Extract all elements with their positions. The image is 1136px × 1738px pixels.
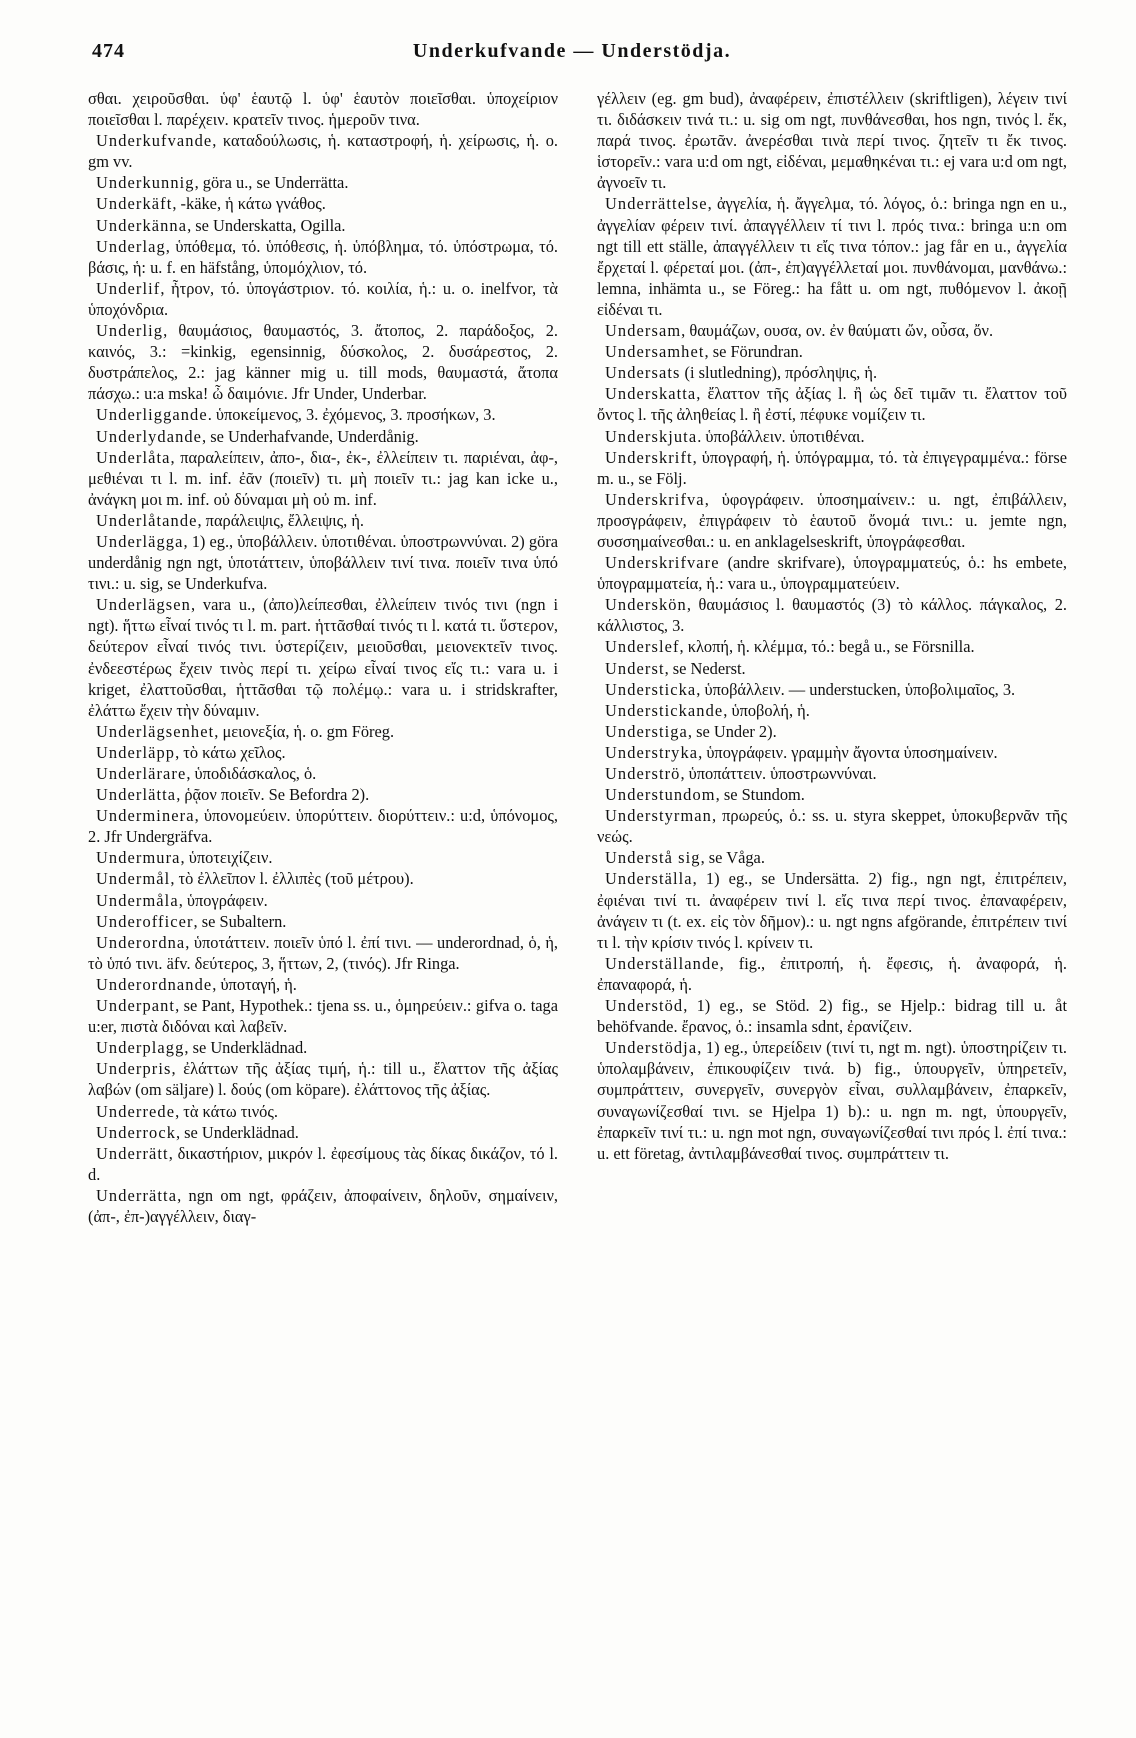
entry-headword: Understryka (605, 742, 699, 762)
entry-headword: Underlif (96, 278, 161, 298)
entry-text: , vara u., (ἀπο)λείπεσθαι, ἐλλείπειν τινός τινι (ngn i ngt). ἥττω εἶναί τινός τι l. m. part. ἡττᾶσθαί τινός τι l. κατά τι. ὕστερον, δεύτερον εἶναί τινός τινι. ὑστερίζειν, μειοῦσθαι, μειονεκτεῖν τινος. ἐνδεεστέρως ἔχειν τινὸς περί τι. χείρω εἶναί τινος εἴς τι.: vara u. i kriget, ἐλαττοῦσθαι, ἡττᾶσθαι τῷ πολέμῳ.: vara u. i stridskrafter, ἐλάττω ἔχειν τὴν δύναμιν. (88, 595, 558, 720)
dictionary-entry (597, 383, 1067, 425)
dictionary-entry (597, 594, 1067, 636)
dictionary-entry (88, 995, 558, 1037)
entry-text: , παράλειψις, ἔλλειψις, ἡ. (197, 510, 364, 530)
entry-text: , παραλείπειν, ἀπο-, δια-, ἐκ-, ἐλλείπειν τι. παριέναι, ἀφ-, μεθιέναι τι l. m. inf. ἐᾶν (ποιεῖν) τι. μὴ ποιεῖν τι.: jag kan icke u., ἀνάγκη μοι m. inf. οὐ δύναμαι μὴ οὐ m. inf. (88, 447, 558, 509)
entry-headword: Understicka (605, 679, 697, 699)
dictionary-entry (597, 805, 1067, 847)
entry-text: , 1) eg., ὑποβάλλειν. ὑποτιθέναι. ὑποστρωννύναι. 2) göra underdånig ngn ngt, ὑποτάττειν, ὑποβάλλειν τινί τινα. ποιεῖν τινα ὑπό τινι.: u. sig, se Underkufva. (88, 531, 558, 594)
entry-headword: Undermura (96, 848, 181, 868)
dictionary-entry (88, 320, 558, 404)
entry-headword: Underofficer (96, 911, 194, 931)
dictionary-entry (88, 847, 558, 868)
dictionary-entry (88, 763, 558, 784)
entry-headword: Underskatta (605, 384, 697, 404)
dictionary-entry (88, 784, 558, 805)
entry-text: , ὑποδιδάσκαλος, ὁ. (186, 764, 317, 783)
dictionary-entry (88, 1101, 558, 1122)
entry-text: , τὸ κάτω χεῖλος. (175, 742, 286, 762)
entry-headword: Undersam (605, 321, 682, 341)
entry-text: , ngn om ngt, φράζειν, ἀποφαίνειν, δηλοῦν, σημαίνειν, (ἀπ-, ἐπ-)αγγέλλειν, διαγ- (88, 1185, 558, 1226)
entry-text: , se Underhafvande, Underdånig. (202, 426, 419, 446)
dictionary-entry (88, 911, 558, 932)
dictionary-entry (597, 700, 1067, 721)
entry-text: , τὰ κάτω τινός. (175, 1101, 278, 1121)
entry-text: , ὑποβάλλειν. — understucken, ὑποβολιμαῖος, 3. (696, 679, 1016, 699)
entry-text: , se Förundran. (704, 342, 803, 362)
entry-text: , δικαστήριον, μικρόν l. ἐφεσίμους τὰς δίκας δικάζον, τό l. d. (88, 1143, 558, 1184)
dictionary-entry (88, 1122, 558, 1143)
dictionary-entry (597, 953, 1067, 995)
entry-text: , ὑποταγή, ἡ. (212, 974, 297, 994)
dictionary-entry (597, 426, 1067, 447)
entry-headword: Underminera (96, 806, 195, 826)
entry-headword: Underskrift (605, 447, 693, 467)
entry-text: , μειονεξία, ἡ. o. gm Föreg. (214, 721, 395, 741)
dictionary-entry (597, 847, 1067, 868)
dictionary-entry (88, 510, 558, 531)
entry-headword: Understöd (605, 996, 684, 1016)
entry-text: , se Nederst. (664, 658, 746, 678)
entry-headword: Underställa (605, 869, 693, 889)
entry-headword: Underlig (96, 321, 164, 341)
entry-headword: Underskön (605, 595, 687, 615)
entry-text: , se Stundom. (715, 785, 805, 805)
dictionary-entry (597, 447, 1067, 489)
entry-text: , se Våga. (700, 848, 765, 868)
entry-headword: Underpant (96, 996, 176, 1016)
entry-text: , 1) eg., ὑπερείδειν (τινί τι, ngt m. ngt). ὑποστηρίζειν τι. ὑπολαμβάνειν, ἐπικουφίζειν τινά. b) fig., ὑπουργεῖν, ὑπηρετεῖν, συμπράττειν, συνεργεῖν, συνεργὸν εἶναι, συλλαμβάνειν, ἐπαρκεῖν, συναγωνίζεσθαί τινι. se Hjelpa 1) b).: u. ngn m. ngt, ὑπουργεῖν, ἐπαρκεῖν τινί τι.: u. ngn mot ngn, συναγωνίζεσθαί τινι πρός l. ἐπί τινα.: u. ett företag, ἀντιλαμβάνεσθαί τινος. συμπράττειν τι. (597, 1038, 1067, 1163)
dictionary-entry (88, 1185, 558, 1227)
entry-text: , ἦτρον, τό. ὑπογάστριον. τό. κοιλία, ἡ.: u. o. inelfvor, τὰ ὑποχόνδρια. (88, 278, 558, 319)
entry-headword: Underläpp (96, 742, 176, 762)
entry-headword: Underpris (96, 1059, 172, 1079)
entry-text: , θαυμάσιος l. θαυμαστός (3) τὸ κάλλος. πάγκαλος, 2. κάλλιστος, 3. (597, 595, 1067, 636)
entry-headword: Understödja (605, 1038, 698, 1058)
entry-text: , se Under 2). (687, 721, 777, 741)
entry-headword: Underlägsen (96, 595, 191, 615)
entry-headword: Underlägsenhet (96, 721, 215, 741)
entry-headword: Undermåla (96, 890, 179, 910)
dictionary-entry (597, 868, 1067, 952)
dictionary-entry (88, 721, 558, 742)
entry-text: (i slutledning), πρόσληψις, ἡ. (680, 363, 878, 383)
entry-text: , se Underklädnad. (184, 1038, 308, 1058)
entry-headword: Understundom (605, 785, 716, 805)
entry-headword: Underlägga (96, 531, 184, 551)
entry-headword: Underlåtande (96, 510, 198, 530)
dictionary-entry (597, 784, 1067, 805)
entry-text: , se Underskatta, Ogilla. (187, 215, 346, 235)
entry-headword: Underskrifva (605, 489, 705, 509)
dictionary-entry (597, 552, 1067, 594)
dictionary-entry (88, 594, 558, 721)
entry-text: , ῥᾷον ποιεῖν. Se Befordra 2). (176, 785, 370, 805)
entry-text: , ὑποβολή, ἡ. (723, 700, 810, 720)
entry-headword: Underordnande (96, 974, 213, 994)
entry-text: , ἀγγελία, ἡ. ἄγγελμα, τό. λόγος, ὁ.: bringa ngn en u., ἀγγελίαν φέρειν τινί. ἀπαγγέλλειν τί τινι l. πρός τινα.: bringa u:n om ngt till ett ställe, ἀπαγγέλλειν τι εἴς τινα τόπον.: jag får en u., ἀγγελία ἔρχεταί l. φέρεταί μοι. (ἀπ-, ἐπ)αγγέλλεταί μοι. πυνθάνομαι, μανθάνω.: lemna, inhämta u., se Föreg.: ha fått u. om ngt, πυθόμενον l. ἀκοῇ εἰδέναι τι. (597, 194, 1067, 319)
dictionary-entry (597, 742, 1067, 763)
dictionary-entry (88, 805, 558, 847)
entry-headword: Underskjuta (605, 426, 698, 446)
entry-text: γέλλειν (eg. gm bud), ἀναφέρειν, ἐπιστέλλειν (skriftligen), λέγειν τινί τι. διδάσκειν τινά τι.: u. sig om ngt, πυνθάνεσθαι, hos ngn, τινός l. ἔκ, παρά τινος. ἐρωτᾶν. ἀνερέσθαι τινὰ περί τινος. ζητεῖν τι ἔκ τινος. ἱστορεῖν.: vara u:d om ngt, εἰδέναι, μεμαθηκέναι τι.: ej vara u:d om ngt, ἀγνοεῖν τι. (597, 89, 1067, 193)
entry-text: , se Pant, Hypothek.: tjena ss. u., ὁμηρεύειν.: gifva o. taga u:er, πιστὰ διδόναι καὶ λαβεῖν. (88, 996, 558, 1037)
entry-headword: Underkänna (96, 215, 188, 235)
entry-headword: Underströ (605, 764, 681, 783)
dictionary-entry (88, 404, 558, 425)
dictionary-entry (597, 320, 1067, 341)
dictionary-entry (88, 193, 558, 214)
entry-text: , ὑπόθεμα, τό. ὑπόθεσις, ἡ. ὑπόβλημα, τό. ὑπόστρωμα, τό. βάσις, ἡ: u. f. en häfstång, ὑπομόχλιον, τό. (88, 236, 558, 277)
entry-headword: Underrätt (96, 1143, 169, 1163)
entry-headword: Underlätta (96, 785, 177, 805)
dictionary-entry (88, 1058, 558, 1100)
right-column (597, 88, 1067, 1164)
entry-text: , ὑποπάττειν. ὑποστρωννύναι. (680, 764, 877, 783)
entry-headword: Underliggande (96, 405, 208, 425)
entry-headword: Underställande (605, 953, 720, 973)
dictionary-entry (597, 489, 1067, 552)
page-header (92, 40, 1052, 70)
entry-headword: Underkäft (96, 194, 173, 214)
entry-text: , ἔλαττον τῆς ἀξίας l. ἢ ὡς δεῖ τιμᾶν τι. ἔλαττον τοῦ ὄντος l. τῆς ἀληθείας l. ἢ ἐστί, πέφυκε νομίζειν τι. (597, 384, 1067, 425)
dictionary-entry (88, 130, 558, 172)
entry-text: , ὑπογράφειν. γραμμὴν ἄγοντα ὑποσημαίνειν. (698, 742, 998, 762)
dictionary-entry (88, 890, 558, 911)
dictionary-entry (88, 1143, 558, 1185)
dictionary-entry (88, 172, 558, 193)
entry-headword: Underst (605, 658, 665, 678)
entry-headword: Undermål (96, 869, 171, 889)
entry-headword: Understiga (605, 721, 688, 741)
entry-text: , θαυμάζων, ουσα, ον. ἐν θαύματι ὤν, οὖσα, ὄν. (681, 321, 994, 341)
dictionary-entry (88, 1037, 558, 1058)
dictionary-entry (88, 974, 558, 995)
dictionary-entry (597, 658, 1067, 679)
entry-headword: Undersats (605, 363, 681, 383)
dictionary-entry (597, 193, 1067, 320)
entry-text: (andre skrifvare), ὑπογραμματεύς, ὁ.: hs embete, ὑπογραμματεία, ἡ.: vara u., ὑπογραμματεύειν. (597, 553, 1067, 594)
entry-text: , se Subaltern. (193, 911, 287, 931)
entry-text: , fig., ἐπιτροπή, ἡ. ἔφεσις, ἡ. ἀναφορά, ἡ. ἐπαναφορά, ἡ. (597, 953, 1067, 994)
entry-headword: Underkufvande (96, 131, 213, 151)
entry-text: , καταδούλωσις, ἡ. καταστροφή, ἡ. χείρωσις, ἡ. o. gm vv. (88, 131, 558, 172)
entry-text: , 1) eg., se Undersätta. 2) fig., ngn ngt, ἐπιτρέπειν, ἐφιέναι τινί τι. ἀναφέρειν τινί l. εἴς τινα περί τινος. ἐπαναφέρειν, ἀνάγειν τι (t. ex. εἰς τὸν δῆμον).: u. ngt ngns afgörande, ἐπιτρέπειν τινί τι l. τὴν κρίσιν τινός l. κρίνειν τι. (597, 869, 1067, 952)
entry-headword: Underrock (96, 1122, 176, 1142)
dictionary-entry (597, 763, 1067, 784)
entry-headword: Underskrifvare (605, 553, 720, 573)
entry-headword: Underlärare (96, 764, 187, 783)
entry-text: , ὑφογράφειν. ὑποσημαίνειν.: u. ngt, ἐπιβάλλειν, προσγράφειν, ἐπιγράφειν τὸ ἑαυτοῦ ὄνομά τινι.: u. jemte ngn, συσσημαίνεσθαι.: u. en anklagelseskrift, ὑπογράφεσθαι. (597, 489, 1067, 551)
entry-text: , πρωρεύς, ὁ.: ss. u. styra skeppet, ὑποκυβερνᾶν τῆς νεώς. (597, 806, 1067, 847)
entry-text: , 1) eg., se Stöd. 2) fig., se Hjelp.: bidrag till u. åt behöfvande. ἔρανος, ὁ.: insamla sdnt, ἐρανίζειν. (597, 996, 1067, 1037)
entry-headword: Underlag (96, 236, 166, 256)
dictionary-entry (88, 868, 558, 889)
entry-text: σθαι. χειροῦσθαι. ὑφ' ἑαυτῷ l. ὑφ' ἑαυτὸν ποιεῖσθαι. ὑποχείριον ποιεῖσθαι l. παρέχειν. κρατεῖν τινος. ἡμεροῦν τινα. (88, 89, 558, 130)
dictionary-entry (597, 636, 1067, 657)
dictionary-entry (88, 88, 558, 130)
dictionary-entry (88, 531, 558, 594)
entry-headword: Underrättelse (605, 194, 708, 214)
entry-headword: Underslef (605, 637, 680, 657)
entry-text: , θαυμάσιος, θαυμαστός, 3. ἄτοπος, 2. παράδοξος, 2. καινός, 3.: =kinkig, egensinnig, δύσκολος, 2. δυσάρεστος, 2. δυστράπελος, 2.: jag känner mig u. till mods, θαυμαστά, ἄτοπα πάσχω.: u:a mska! ὦ δαιμόνιε. Jfr Under, Underbar. (88, 321, 558, 404)
dictionary-entry (597, 362, 1067, 383)
dictionary-entry (597, 341, 1067, 362)
dictionary-entry (88, 236, 558, 278)
entry-text: , ὑποτειχίζειν. (180, 848, 273, 868)
entry-text: , -käke, ἡ κάτω γνάθος. (172, 194, 326, 214)
entry-headword: Underplagg (96, 1038, 185, 1058)
entry-headword: Underkunnig (96, 173, 195, 193)
dictionary-entry (88, 447, 558, 510)
dictionary-entry (597, 679, 1067, 700)
entry-headword: Understyrman (605, 806, 712, 826)
entry-text: , ὑπογραφή, ἡ. ὑπόγραμμα, τό. τὰ ἐπιγεγραμμένα.: förse m. u., se Följ. (597, 447, 1067, 488)
entry-text: , ὑποτάττειν. ποιεῖν ὑπό l. ἐπί τινι. — underordnad, ὁ, ἡ, τὸ ὑπό τινι. äfv. δεύτερος, 3, ἥττων, 2, (τινός). Jfr Ringa. (88, 932, 558, 973)
dictionary-entry (597, 1037, 1067, 1164)
dictionary-entry (88, 742, 558, 763)
dictionary-entry (597, 995, 1067, 1037)
dictionary-entry (88, 215, 558, 236)
entry-headword: Undersamhet (605, 342, 705, 362)
dictionary-entry (88, 426, 558, 447)
entry-text: . ὑποκείμενος, 3. ἐχόμενος, 3. προσήκων, 3. (207, 405, 496, 425)
dictionary-entry (597, 88, 1067, 193)
entry-text: , ὑπογράφειν. (178, 890, 268, 910)
dictionary-entry (88, 932, 558, 974)
entry-headword: Underrätta (96, 1185, 178, 1205)
entry-text: , κλοπή, ἡ. κλέμμα, τό.: begå u., se Försnilla. (679, 637, 975, 657)
entry-text: . ὑποβάλλειν. ὑποτιθέναι. (697, 426, 865, 446)
entry-text: , göra u., se Underrätta. (194, 173, 349, 193)
entry-text: , ἐλάττων τῆς ἀξίας τιμή, ἡ.: till u., ἔλαττον τῆς ἀξίας λαβών (om säljare) l. δούς (om köpare). ἐλάττονος τῆς ἀξίας. (88, 1059, 558, 1100)
entry-text: , se Underklädnad. (175, 1122, 299, 1142)
left-column (88, 88, 558, 1227)
entry-headword: Underordna (96, 932, 186, 952)
entry-headword: Underrede (96, 1101, 176, 1121)
dictionary-entry (597, 721, 1067, 742)
entry-text: , τὸ ἐλλεῖπον l. ἐλλιπὲς (τοῦ μέτρου). (170, 869, 414, 889)
entry-headword: Underlåta (96, 447, 171, 467)
dictionary-entry (88, 278, 558, 320)
entry-headword: Understickande (605, 700, 724, 720)
entry-headword: Underlydande (96, 426, 203, 446)
running-title: Underkufvande — Understödja. (412, 40, 732, 62)
entry-text: , ὑπονομεύειν. ὑπορύττειν. διορύττειν.: u:d, ὑπόνομος, 2. Jfr Undergräfva. (88, 806, 558, 847)
page-number: 474 (92, 40, 125, 62)
entry-headword: Understå sig (605, 848, 701, 868)
